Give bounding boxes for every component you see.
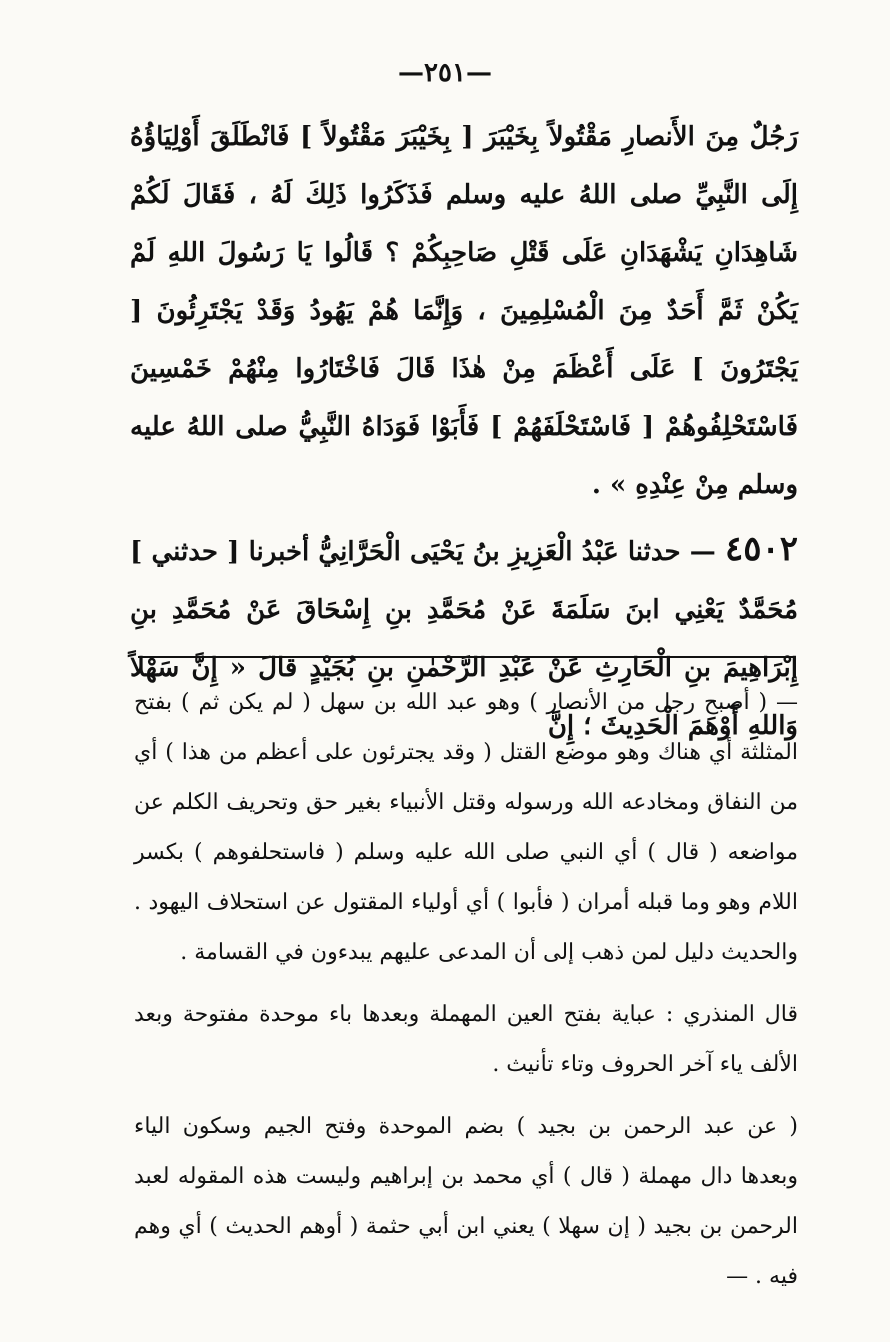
main-paragraph: رَجُلٌ مِنَ الأَنصارِ مَقْتُولاً بِخَيْبَرَ [ بِخَيْبَرَ مَقْتُولاً ] فَانْطَلَقَ أَوْلِيَاؤُهُ إِلَى النَّبِيِّ صلى اللهُ عليه وسلم فَذَكَرُوا ذَلِكَ لَهُ ، فَقَالَ لَكُمْ شَاهِدَانِ يَشْهَدَانِ عَلَى قَتْلِ صَاحِبِكُمْ ؟ قَالُوا يَا رَسُولَ اللهِ لَمْ يَكُنْ ثَمَّ أَحَدٌ مِنَ الْمُسْلِمِينَ ، وَإِنَّمَا هُمْ يَهُودُ وَقَدْ يَجْتَرِئُونَ [ يَجْتَرُونَ ] عَلَى أَعْظَمَ مِنْ هٰذَا قَالَ فَاخْتَارُوا مِنْهُمْ خَمْسِينَ فَاسْتَحْلِفُوهُمْ [ فَاسْتَحْلَفَهُمْ ] فَأَبَوْا فَوَدَاهُ النَّبِيُّ صلى اللهُ عليه وسلم مِنْ عِنْدِهِ » .: [130, 122, 798, 500]
hadith-text: — حدثنا عَبْدُ الْعَزِيزِ بنُ يَحْيَى الْحَرَّانِيُّ أخبرنا [ حدثني ] مُحَمَّدٌ يَعْنِي ابنَ سَلَمَةَ عَنْ مُحَمَّدِ بنِ إِسْحَاقَ عَنْ مُحَمَّدِ بنِ إِبْرَاهِيمَ بنِ الْحَارِثِ عَنْ عَبْدِ الرَّحْمٰنِ بنِ بُجَيْدٍ قالَ « إِنَّ سَهْلاً وَاللهِ أَوْهَمَ الْحَدِيثَ ؛ إِنَّ: [130, 537, 798, 741]
page-number: —٢٥١—: [398, 58, 492, 88]
hadith-number: ٤٥٠٢: [724, 529, 798, 569]
commentary: [134, 678, 798, 1302]
commentary-paragraph: قال المنذري : عباية بفتح العين المهملة وبعدها باء موحدة مفتوحة وبعد الألف ياء آخر الحروف وتاء تأنيث .: [134, 1002, 798, 1077]
commentary-paragraph: — ( أصبح رجل من الأنصار ) وهو عبد الله بن سهل ( لم يكن ثم ) بفتح المثلثة أي هناك وهو موضع القتل ( وقد يجترئون على أعظم من هذا ) أي من النفاق ومخادعه الله ورسوله وقتل الأنبياء بغير حق وتحريف الكلم عن مواضعه ( قال ) أي النبي صلى الله عليه وسلم ( فاستحلفوهم ) بكسر اللام وهو وما قبله أمران ( فأبوا ) أي أولياء المقتول عن استحلاف اليهود . والحديث دليل لمن ذهب إلى أن المدعى عليهم يبدءون في القسامة .: [134, 690, 798, 965]
footnote-divider: [138, 656, 796, 658]
commentary-paragraph: ( عن عبد الرحمن بن بجيد ) بضم الموحدة وفتح الجيم وسكون الياء وبعدها دال مهملة ( قال ) أي محمد بن إبراهيم وليست هذه المقوله لعبد الرحمن بن بجيد ( إن سهلا ) يعني ابن أبي حثمة ( أوهم الحديث ) أي وهم فيه . —: [134, 1114, 798, 1289]
